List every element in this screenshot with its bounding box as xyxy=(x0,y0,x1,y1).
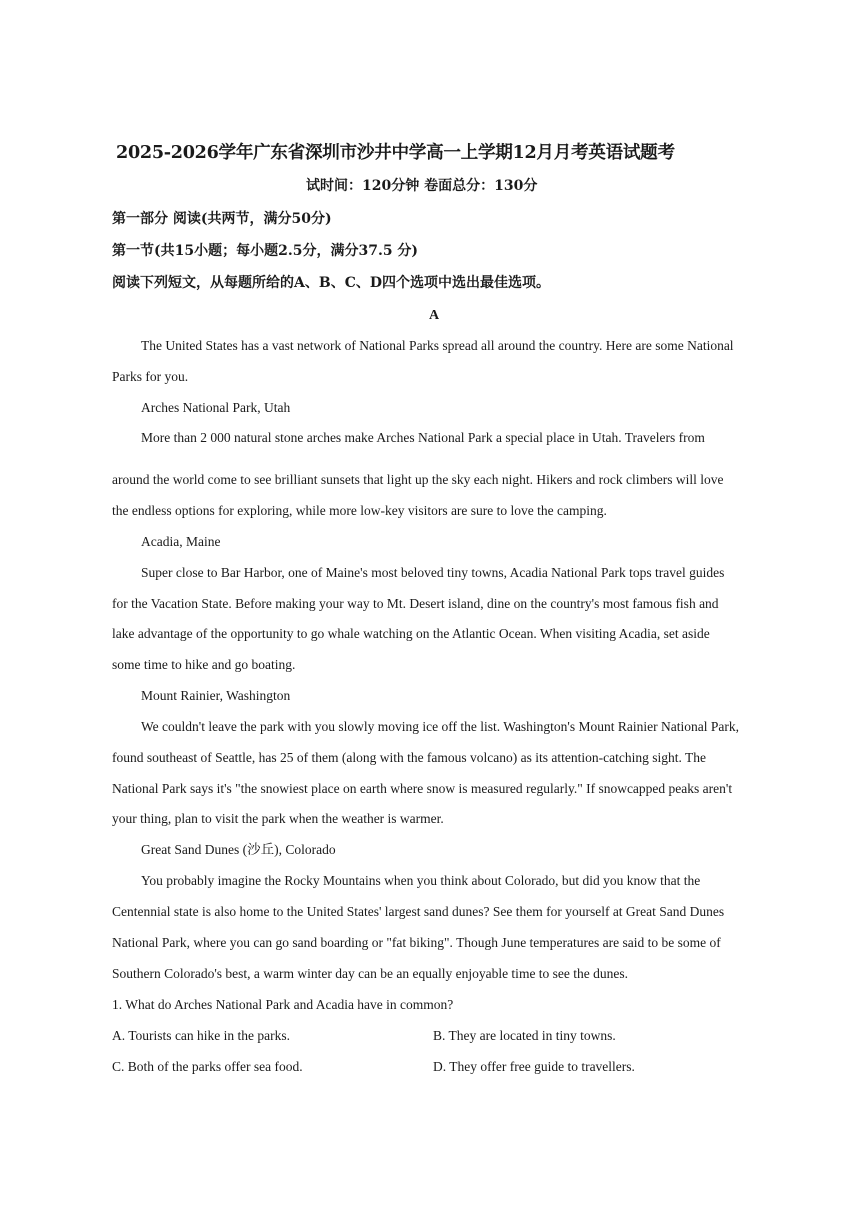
passage-heading: Mount Rainier, Washington xyxy=(141,688,291,703)
passage-line: your thing, plan to visit the park when the weather is warmer. xyxy=(112,811,444,826)
passage-line: some time to hike and go boating. xyxy=(112,657,296,672)
passage-line: Parks for you. xyxy=(112,369,189,384)
passage-heading: Great Sand Dunes (沙丘), Colorado xyxy=(141,842,336,857)
passage-line: We couldn't leave the park with you slowly moving ice off the list. Washington's Mount Rainier National Park, xyxy=(141,719,739,734)
exam-title: 2025-2026学年广东省深圳市沙井中学高一上学期12月月考英语试题考 xyxy=(116,142,675,163)
subsection-heading: 第一节(共15小题；每小题2.5分，满分37.5 分) xyxy=(112,243,419,259)
option-d[interactable]: D. They offer free guide to travellers. xyxy=(433,1059,635,1074)
passage-line: the endless options for exploring, while more low-key visitors are sure to love the camping. xyxy=(112,503,607,518)
instructions: 阅读下列短文，从每题所给的A、B、C、D四个选项中选出最佳选项。 xyxy=(112,275,550,291)
exam-subtitle: 试时间：120分钟 卷面总分：130分 xyxy=(306,178,538,194)
passage-line: Southern Colorado's best, a warm winter day can be an equally enjoyable time to see the dunes. xyxy=(112,966,629,981)
passage-line: Super close to Bar Harbor, one of Maine's most beloved tiny towns, Acadia National Park tops travel guides xyxy=(141,565,725,580)
passage-heading: Acadia, Maine xyxy=(141,534,221,549)
option-a[interactable]: A. Tourists can hike in the parks. xyxy=(112,1028,291,1043)
passage-line: You probably imagine the Rocky Mountains when you think about Colorado, but did you know that the xyxy=(141,873,701,888)
passage-line: Centennial state is also home to the United States' largest sand dunes? See them for yourself at Great Sand Dunes xyxy=(112,904,725,919)
option-c[interactable]: C. Both of the parks offer sea food. xyxy=(112,1059,303,1074)
passage-line: National Park, where you can go sand boarding or "fat biking". Though June temperatures are said to be some of xyxy=(112,935,721,950)
section-heading: 第一部分 阅读(共两节，满分50分) xyxy=(112,211,332,227)
passage-label: A xyxy=(428,308,440,323)
passage-line: lake advantage of the opportunity to go whale watching on the Atlantic Ocean. When visiting Acadia, set aside xyxy=(112,626,710,641)
option-b[interactable]: B. They are located in tiny towns. xyxy=(433,1028,616,1043)
passage-line: National Park says it's "the snowiest place on earth where snow is measured regularly." If snowcapped peaks aren't xyxy=(112,781,733,796)
passage-line: The United States has a vast network of National Parks spread all around the country. Here are some National xyxy=(141,338,734,353)
passage-heading: Arches National Park, Utah xyxy=(141,400,291,415)
question-stem: 1. What do Arches National Park and Acadia have in common? xyxy=(112,997,454,1012)
passage-line: More than 2 000 natural stone arches make Arches National Park a special place in Utah. Travelers from xyxy=(141,430,705,445)
passage-line: for the Vacation State. Before making your way to Mt. Desert island, dine on the country's most famous fish and xyxy=(112,596,719,611)
passage-line: around the world come to see brilliant sunsets that light up the sky each night. Hikers and rock climbers will love xyxy=(112,472,724,487)
passage-line: found southeast of Seattle, has 25 of them (along with the famous volcano) as its attention-catching sight. The xyxy=(112,750,706,765)
